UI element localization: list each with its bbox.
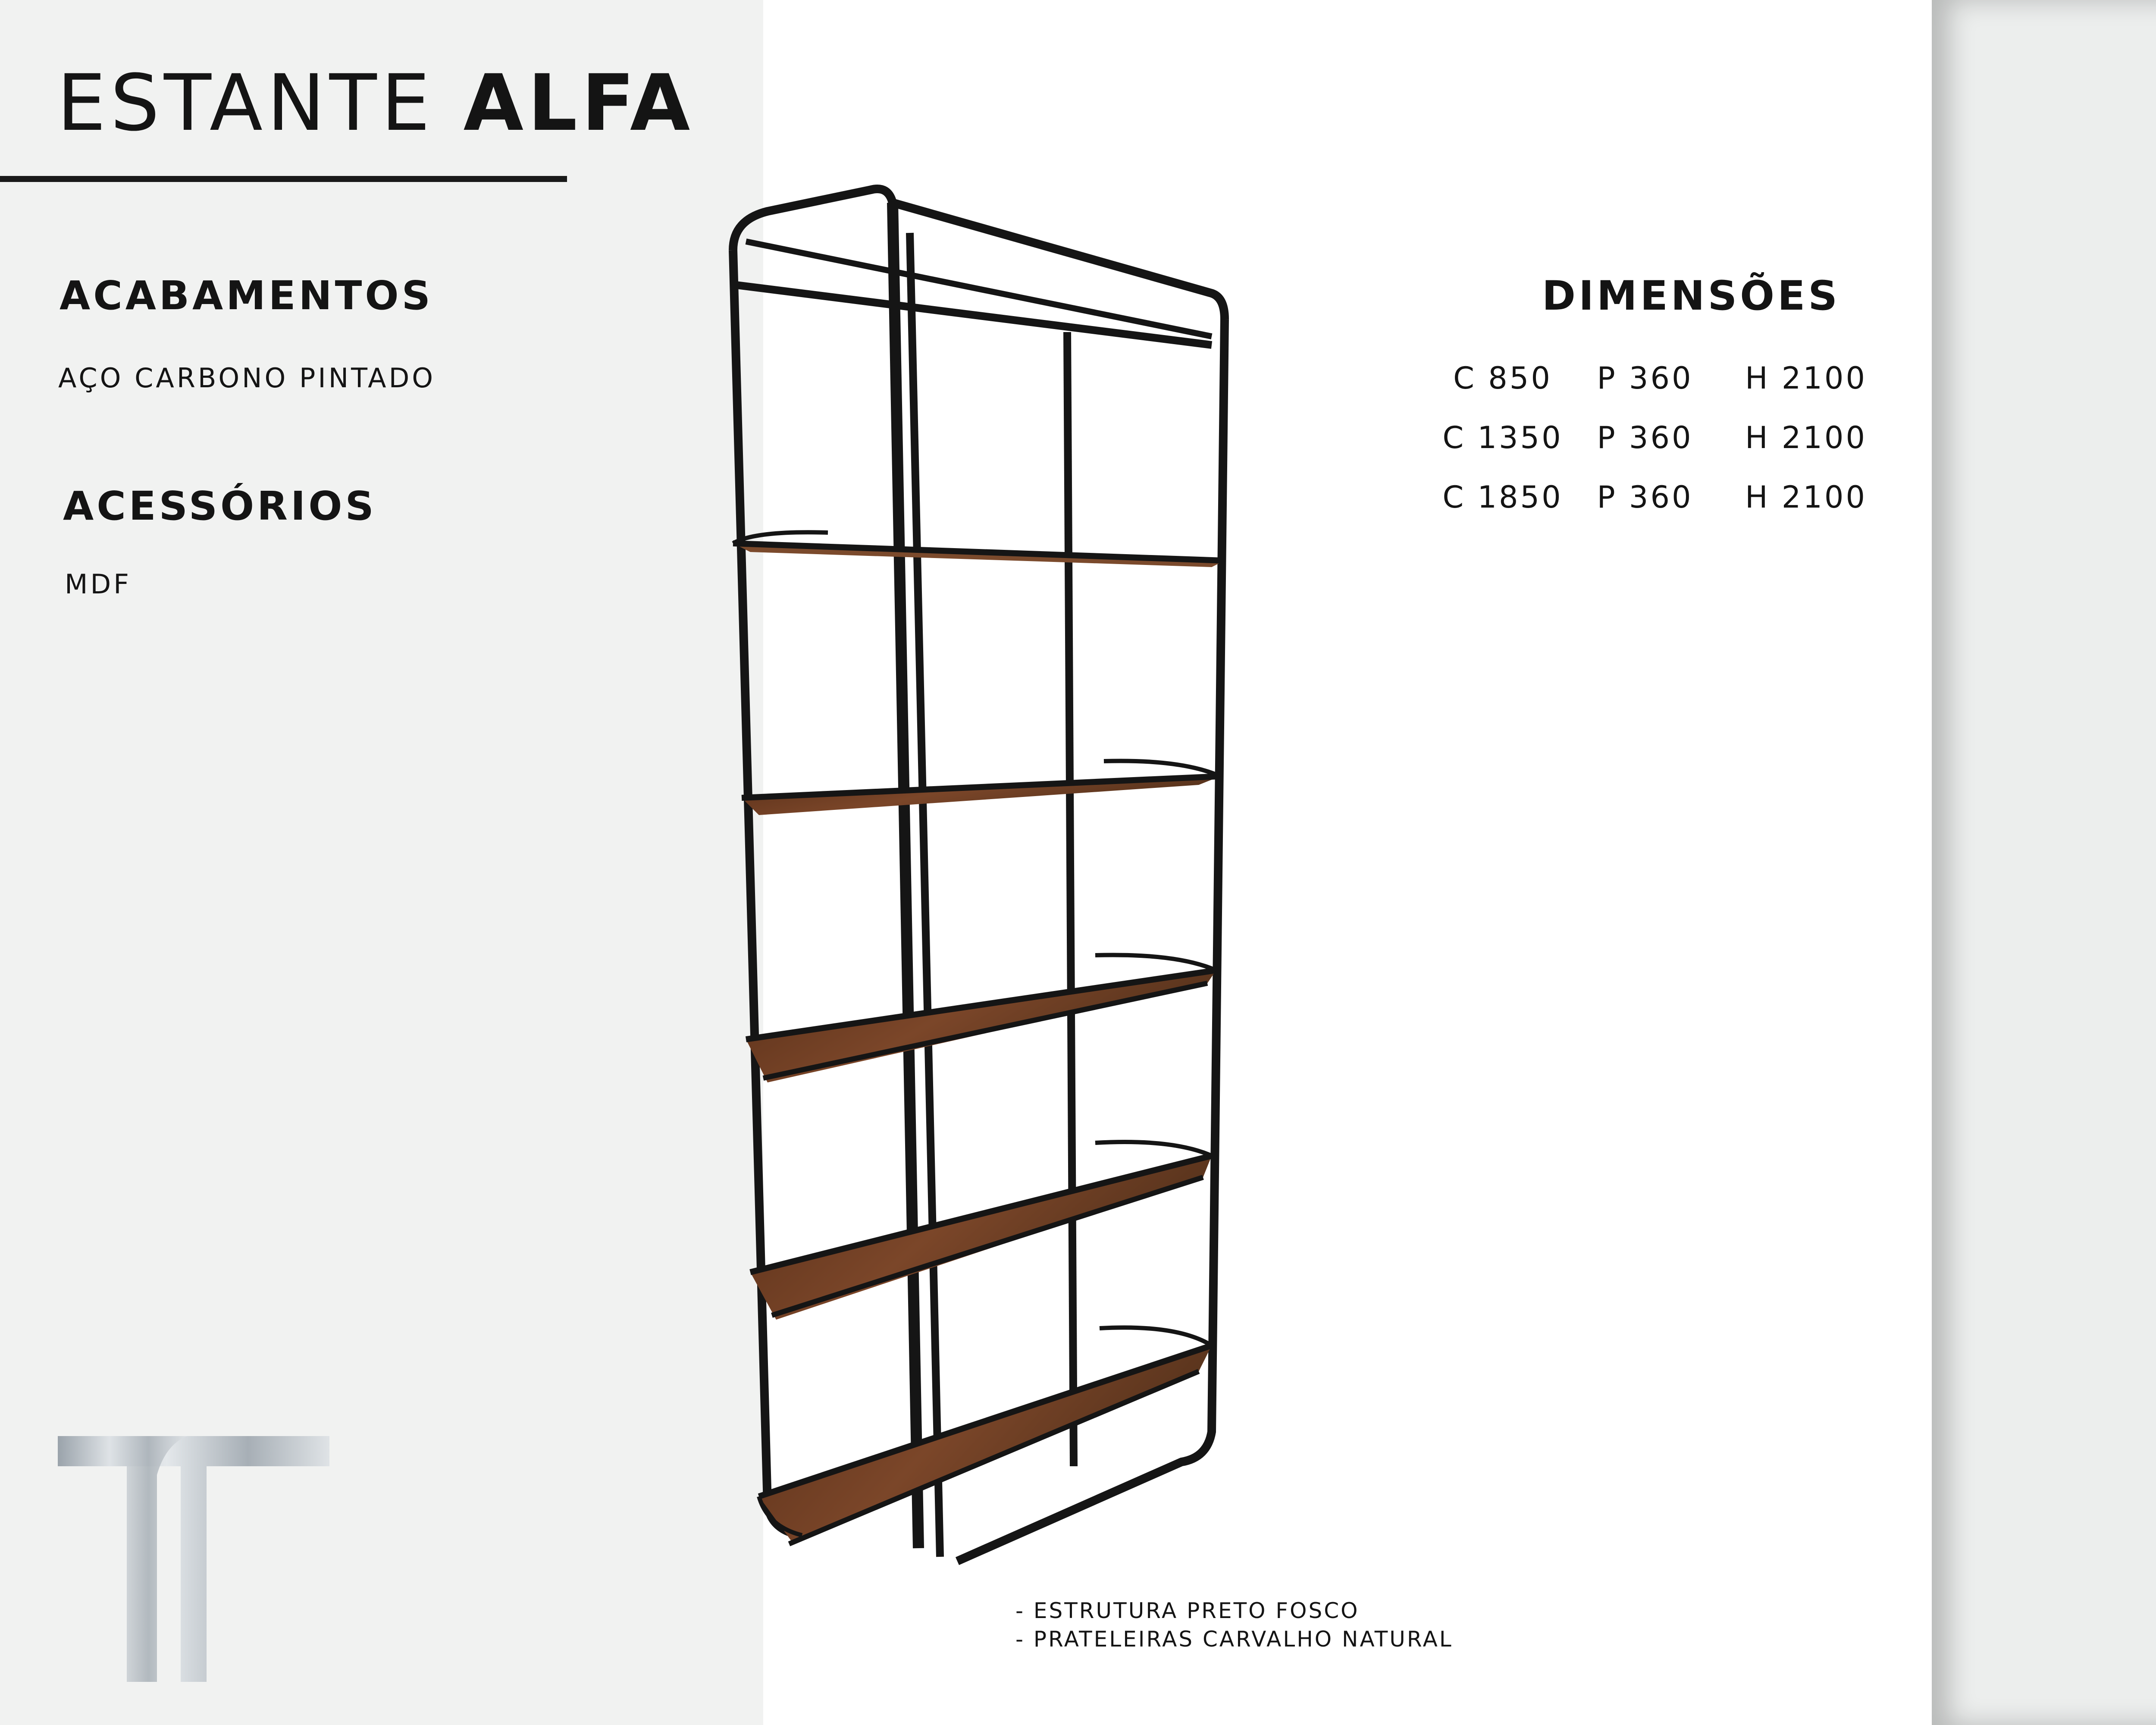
- dim-depth: P 360: [1597, 420, 1693, 455]
- table-row: [1419, 482, 1867, 542]
- dim-width: C 850: [1453, 361, 1552, 396]
- brand-t-logo-icon: [58, 1436, 329, 1682]
- dim-depth: P 360: [1597, 361, 1693, 396]
- dim-height: H 2100: [1745, 480, 1867, 515]
- dim-depth: P 360: [1597, 480, 1693, 515]
- title-underline: [0, 176, 567, 182]
- shelf-planks: [733, 532, 1225, 1544]
- dimensions-heading: DIMENSÕES: [1542, 273, 1840, 320]
- page-title: ESTANTE ALFA: [57, 58, 695, 148]
- list-item: - ESTRUTURA PRETO FOSCO: [1015, 1598, 1360, 1623]
- accessories-heading: ACESSÓRIOS: [63, 483, 377, 529]
- right-panel: [1932, 0, 2156, 1725]
- table-row: [1419, 423, 1867, 482]
- table-row: [1419, 363, 1867, 423]
- list-item: - PRATELEIRAS CARVALHO NATURAL: [1015, 1627, 1453, 1652]
- product-notes: [1015, 1596, 1453, 1653]
- dim-height: H 2100: [1745, 420, 1867, 455]
- shelf-closeup-image: [1932, 0, 2156, 1725]
- dimensions-table: [1419, 363, 1867, 542]
- dim-width: C 1850: [1442, 480, 1563, 515]
- dim-width: C 1350: [1442, 420, 1563, 455]
- accessories-value: MDF: [65, 568, 132, 600]
- finishes-value: AÇO CARBONO PINTADO: [58, 362, 436, 394]
- dim-height: H 2100: [1745, 361, 1867, 396]
- shelf-product-image: [716, 181, 1268, 1634]
- finishes-heading: ACABAMENTOS: [60, 273, 433, 319]
